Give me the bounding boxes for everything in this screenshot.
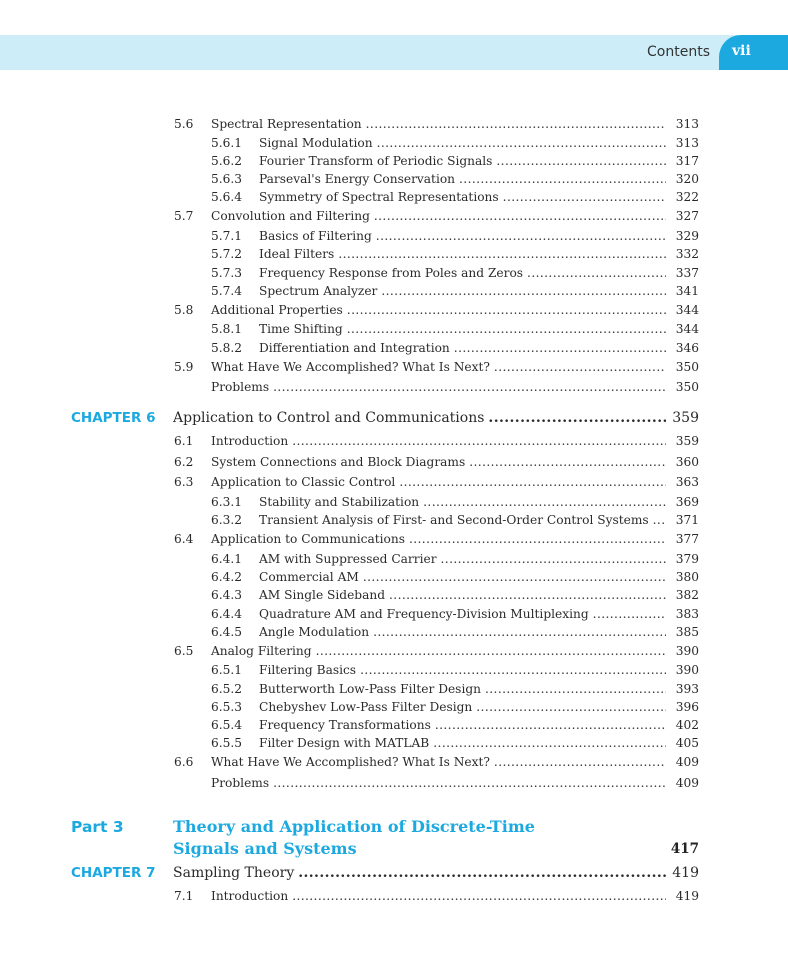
section-title: What Have We Accomplished? What Is Next? <box>211 755 490 769</box>
section-number: 5.7.1 <box>211 229 243 243</box>
page-number: 390 <box>675 663 699 677</box>
page-number: 363 <box>675 475 699 489</box>
page-number: 385 <box>675 625 699 639</box>
section-title: Problems <box>211 776 270 790</box>
section-title: Spectrum Analyzer <box>259 284 378 298</box>
section-title: Commercial AM <box>259 570 359 584</box>
toc-entry-5-7-2[interactable] <box>0 245 788 263</box>
part-title-line2: Signals and Systems <box>173 839 357 858</box>
toc-entry-6-5-4[interactable] <box>0 716 788 734</box>
page-number: 409 <box>675 776 699 790</box>
toc-entry-6-3[interactable] <box>0 473 788 491</box>
page-numeral: vii <box>732 43 751 59</box>
section-number: 6.3.2 <box>211 513 243 527</box>
toc-entry-6-3-1[interactable] <box>0 493 788 511</box>
section-title: Frequency Transformations <box>259 718 431 732</box>
section-number: 6.1 <box>174 434 194 448</box>
section-title: Analog Filtering <box>211 644 312 658</box>
toc-entry-5-8-2[interactable] <box>0 339 788 357</box>
section-number: 6.5.4 <box>211 718 243 732</box>
toc-entry-problems-6[interactable] <box>0 774 788 792</box>
toc-entry-6-5-3[interactable] <box>0 698 788 716</box>
toc-entry-5-7-1[interactable] <box>0 227 788 245</box>
section-number: 6.3 <box>174 475 194 489</box>
page-number: 346 <box>675 341 699 355</box>
toc-chapter-6[interactable] <box>0 407 788 429</box>
toc-entry-5-7-4[interactable] <box>0 282 788 300</box>
section-number: 5.7 <box>174 209 194 223</box>
section-number: 5.8 <box>174 303 194 317</box>
page-number: 337 <box>675 266 699 280</box>
section-title: AM Single Sideband <box>259 588 386 602</box>
section-title: Angle Modulation <box>259 625 370 639</box>
toc-part-3[interactable] <box>0 816 788 862</box>
section-number: 7.1 <box>174 889 194 903</box>
page-number: 350 <box>675 380 699 394</box>
toc-entry-6-4-4[interactable] <box>0 605 788 623</box>
section-title: Filtering Basics <box>259 663 357 677</box>
section-title: Application to Classic Control <box>211 475 396 489</box>
part-label: Part 3 <box>71 818 124 836</box>
section-number: 6.5.5 <box>211 736 243 750</box>
page-number-tab <box>719 35 788 70</box>
page-number: 341 <box>675 284 699 298</box>
toc-entry-5-6[interactable] <box>0 115 788 133</box>
section-title: Differentiation and Integration <box>259 341 450 355</box>
toc-entry-6-3-2[interactable] <box>0 511 788 529</box>
toc-chapter-7[interactable] <box>0 862 788 884</box>
page-number: 379 <box>675 552 699 566</box>
section-number: 6.2 <box>174 455 194 469</box>
page-number: 393 <box>675 682 699 696</box>
section-number: 5.6 <box>174 117 194 131</box>
section-number: 5.6.4 <box>211 190 243 204</box>
toc-entry-6-4[interactable] <box>0 530 788 548</box>
toc-entry-6-1[interactable] <box>0 432 788 450</box>
page-number: 344 <box>675 322 699 336</box>
section-title: Symmetry of Spectral Representations <box>259 190 499 204</box>
section-number: 6.4 <box>174 532 194 546</box>
section-title: System Connections and Block Diagrams <box>211 455 466 469</box>
page-number: 350 <box>675 360 699 374</box>
page-number: 313 <box>675 136 699 150</box>
toc-entry-6-6[interactable] <box>0 753 788 771</box>
page-number: 332 <box>675 247 699 261</box>
page-number: 419 <box>675 889 699 903</box>
section-number: 6.4.1 <box>211 552 243 566</box>
section-number: 5.7.4 <box>211 284 243 298</box>
section-number: 6.4.4 <box>211 607 243 621</box>
toc-entry-5-8-1[interactable] <box>0 320 788 338</box>
section-title: Parseval's Energy Conservation <box>259 172 456 186</box>
section-number: 5.9 <box>174 360 194 374</box>
page-number: 417 <box>670 841 699 857</box>
section-number: 5.7.3 <box>211 266 243 280</box>
section-number: 6.4.2 <box>211 570 243 584</box>
page-number: 313 <box>675 117 699 131</box>
section-title: Convolution and Filtering <box>211 209 370 223</box>
section-number: 6.3.1 <box>211 495 243 509</box>
section-title: Problems <box>211 380 270 394</box>
section-title: Stability and Stabilization <box>259 495 420 509</box>
section-number: 6.4.3 <box>211 588 243 602</box>
page-number: 402 <box>675 718 699 732</box>
section-title: Basics of Filtering <box>259 229 372 243</box>
section-title: Spectral Representation <box>211 117 362 131</box>
toc-entry-5-6-3[interactable] <box>0 170 788 188</box>
page-number: 327 <box>675 209 699 223</box>
section-title: Fourier Transform of Periodic Signals <box>259 154 493 168</box>
toc-entry-6-4-2[interactable] <box>0 568 788 586</box>
section-title: Filter Design with MATLAB <box>259 736 430 750</box>
toc-entry-problems-5[interactable] <box>0 378 788 396</box>
page-number: 396 <box>675 700 699 714</box>
toc-entry-5-9[interactable] <box>0 358 788 376</box>
toc-entry-5-6-4[interactable] <box>0 188 788 206</box>
section-number: 6.5.1 <box>211 663 243 677</box>
toc-entry-5-7-3[interactable] <box>0 264 788 282</box>
section-title: What Have We Accomplished? What Is Next? <box>211 360 490 374</box>
section-number: 6.4.5 <box>211 625 243 639</box>
toc-entry-6-5-1[interactable] <box>0 661 788 679</box>
running-head-title: Contents <box>647 44 710 60</box>
section-number: 5.6.2 <box>211 154 243 168</box>
section-title: Introduction <box>211 434 289 448</box>
section-title: Chebyshev Low-Pass Filter Design <box>259 700 473 714</box>
section-number: 5.6.3 <box>211 172 243 186</box>
section-title: Time Shifting <box>259 322 343 336</box>
chapter-label: CHAPTER 6 <box>71 410 156 426</box>
toc-entry-6-2[interactable] <box>0 453 788 471</box>
page-number: 359 <box>675 434 699 448</box>
page-number: 317 <box>675 154 699 168</box>
chapter-title: Sampling Theory <box>173 865 295 881</box>
section-number: 5.6.1 <box>211 136 243 150</box>
toc-entry-5-8[interactable] <box>0 301 788 319</box>
section-number: 6.5.2 <box>211 682 243 696</box>
page-number: 371 <box>675 513 699 527</box>
toc-entry-6-5-5[interactable] <box>0 734 788 752</box>
page-number: 360 <box>675 455 699 469</box>
section-title: Signal Modulation <box>259 136 373 150</box>
toc-entry-5-6-2[interactable] <box>0 152 788 170</box>
section-title: Quadrature AM and Frequency-Division Multiplexing <box>259 607 589 621</box>
chapter-title: Application to Control and Communications <box>173 410 485 426</box>
toc-entry-5-7[interactable] <box>0 207 788 225</box>
section-title: AM with Suppressed Carrier <box>259 552 437 566</box>
toc-entry-6-5[interactable] <box>0 642 788 660</box>
section-title: Introduction <box>211 889 289 903</box>
page-number: 409 <box>675 755 699 769</box>
page-number: 390 <box>675 644 699 658</box>
toc-entry-5-6-1[interactable] <box>0 134 788 152</box>
page-header <box>0 35 788 70</box>
section-number: 5.8.2 <box>211 341 243 355</box>
toc-entry-6-4-1[interactable] <box>0 550 788 568</box>
part-title-line1: Theory and Application of Discrete-Time <box>173 817 535 836</box>
toc-entry-6-4-5[interactable] <box>0 623 788 641</box>
section-number: 6.6 <box>174 755 194 769</box>
page-number: 419 <box>672 865 699 881</box>
section-number: 6.5.3 <box>211 700 243 714</box>
page-number: 320 <box>675 172 699 186</box>
section-title: Ideal Filters <box>259 247 335 261</box>
page-number: 383 <box>675 607 699 621</box>
page-number: 369 <box>675 495 699 509</box>
page-number: 382 <box>675 588 699 602</box>
toc-entry-7-1[interactable] <box>0 887 788 905</box>
section-title: Transient Analysis of First- and Second-Order Control Systems <box>259 513 649 527</box>
page-number: 405 <box>675 736 699 750</box>
page-number: 329 <box>675 229 699 243</box>
section-title: Application to Communications <box>211 532 405 546</box>
section-title: Frequency Response from Poles and Zeros <box>259 266 524 280</box>
page-number: 377 <box>675 532 699 546</box>
section-number: 6.5 <box>174 644 194 658</box>
chapter-label: CHAPTER 7 <box>71 865 156 881</box>
toc-entry-6-5-2[interactable] <box>0 680 788 698</box>
toc-entry-6-4-3[interactable] <box>0 586 788 604</box>
page-number: 322 <box>675 190 699 204</box>
page-number: 359 <box>672 410 699 426</box>
section-title: Additional Properties <box>211 303 343 317</box>
section-number: 5.8.1 <box>211 322 243 336</box>
section-title: Butterworth Low-Pass Filter Design <box>259 682 481 696</box>
section-number: 5.7.2 <box>211 247 243 261</box>
page-number: 344 <box>675 303 699 317</box>
page-number: 380 <box>675 570 699 584</box>
